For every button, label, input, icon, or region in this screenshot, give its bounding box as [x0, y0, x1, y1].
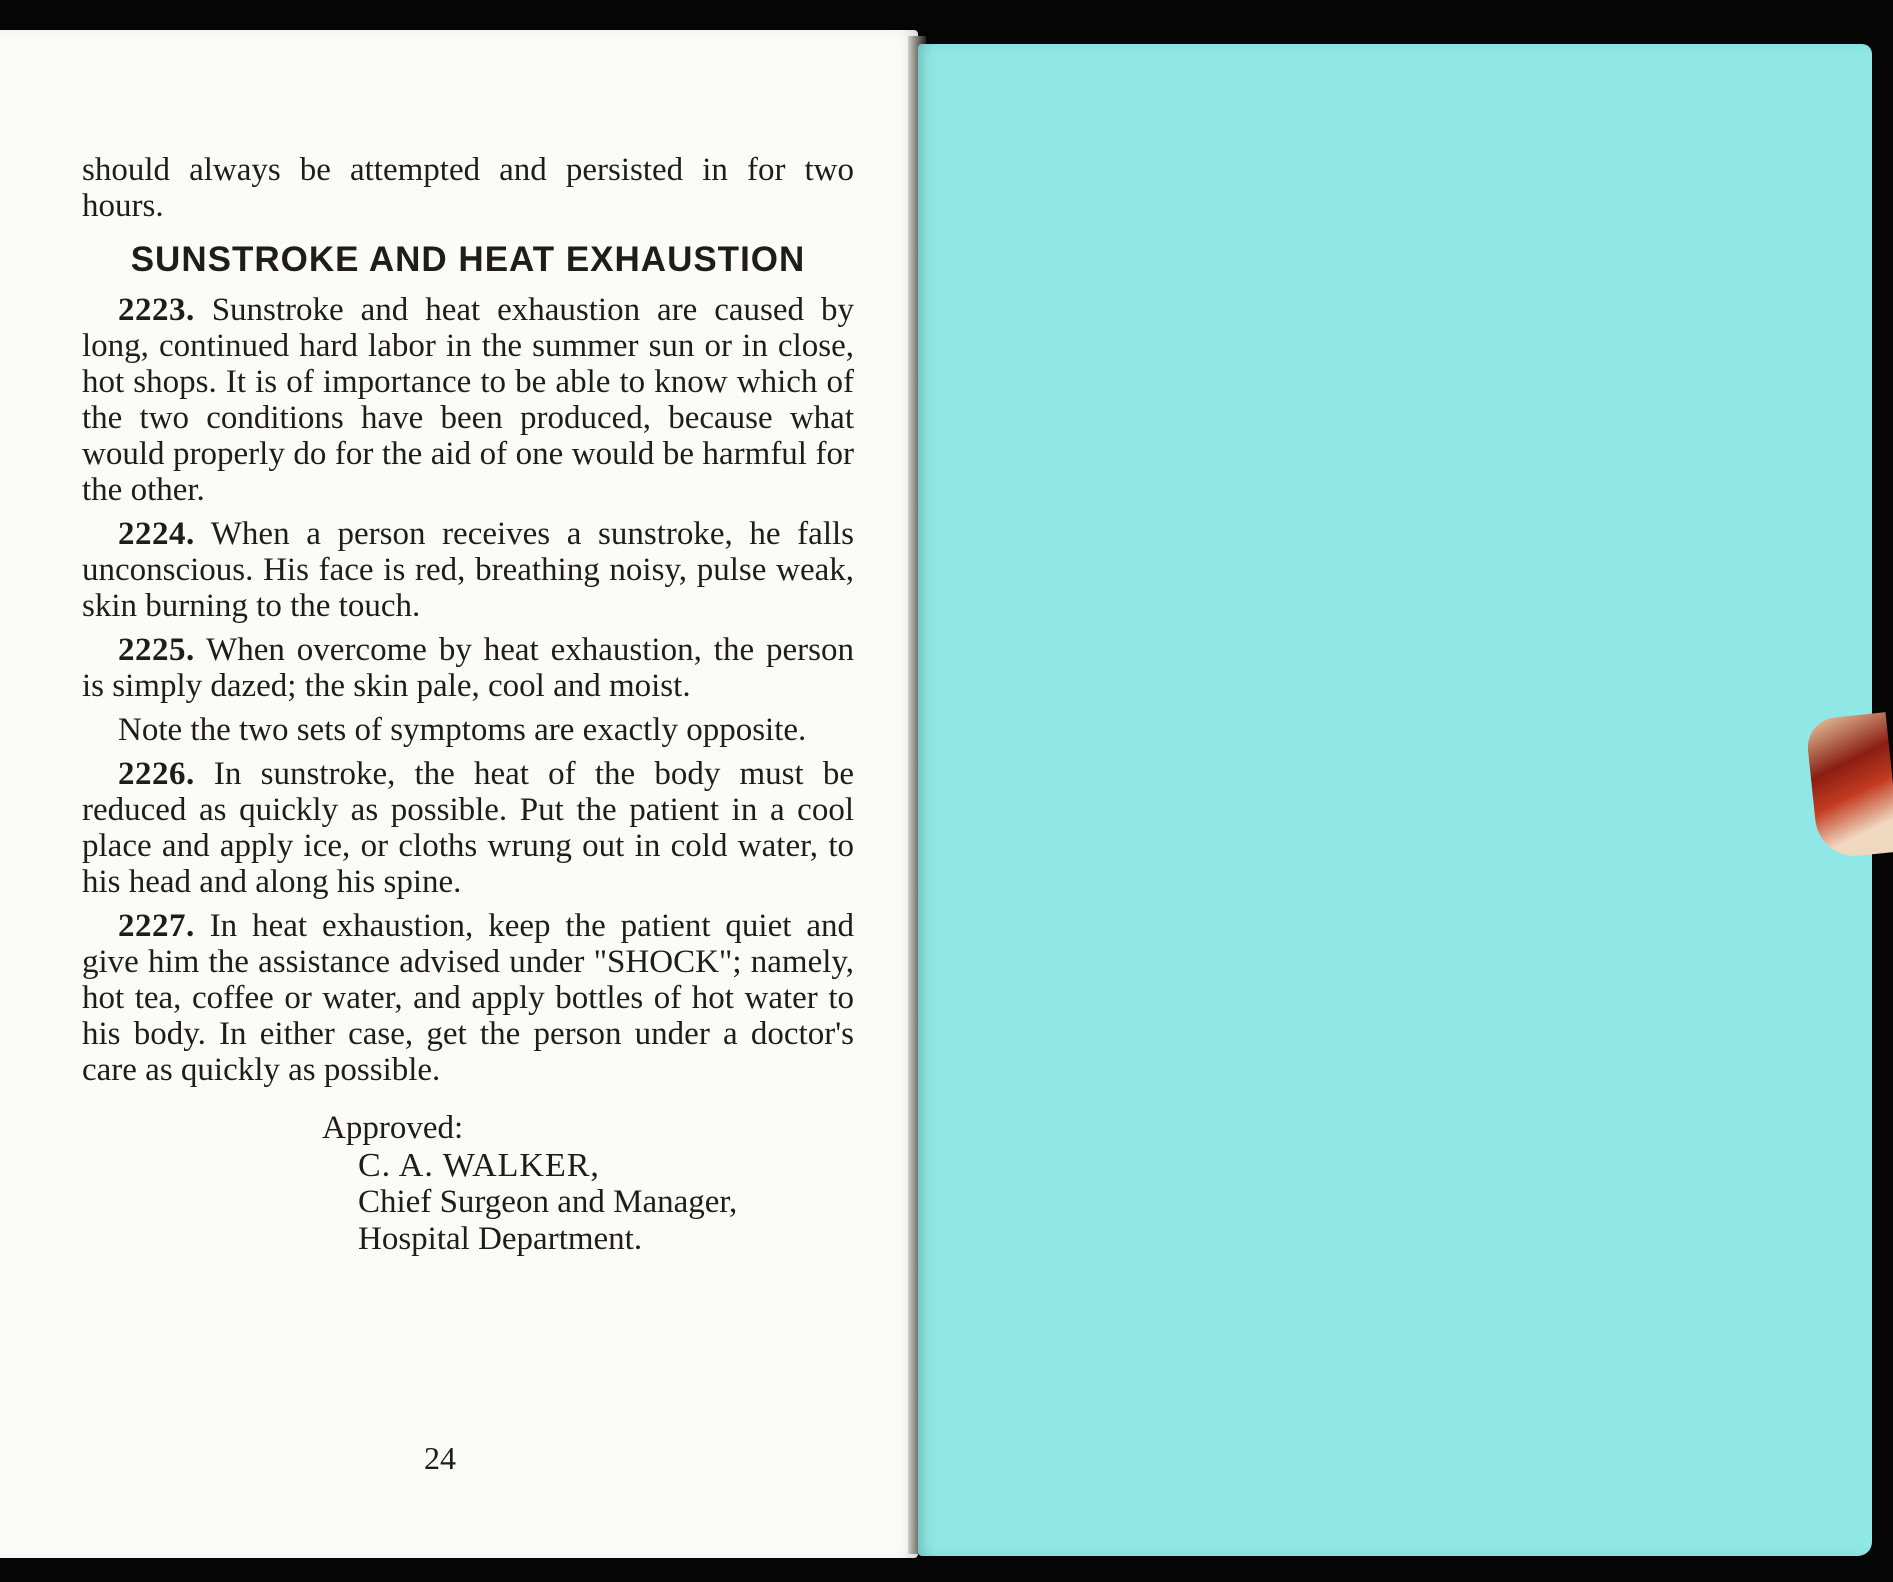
paragraph-body: In heat exhaustion, keep the patient quiet and give him the assistance advised under "SHOCK"; namely, hot tea, coffee or water, and apply bottles of hot water to his body. In either case, get the person under a doctor's care as quickly as possible.	[82, 908, 854, 1088]
signer-title: Chief Surgeon and Manager,	[358, 1184, 738, 1220]
paragraph-number: 2227.	[118, 908, 195, 944]
left-page-text	[82, 152, 854, 1258]
left-page	[0, 30, 918, 1558]
paragraph-body: Note the two sets of symptoms are exactly opposite.	[118, 712, 807, 748]
paragraph-number: 2223.	[118, 292, 195, 328]
paragraph-2225	[82, 632, 854, 704]
signer-name: C. A. WALKER,	[358, 1147, 600, 1184]
signer-department: Hospital Department.	[358, 1221, 643, 1257]
paragraph-note	[82, 712, 854, 748]
paragraph-body: When overcome by heat exhaustion, the person is simply dazed; the skin pale, cool and moist.	[82, 632, 854, 704]
paragraph-2227	[82, 908, 854, 1088]
paragraph-body: Sunstroke and heat exhaustion are caused by long, continued hard labor in the summer sun or in close, hot shops. It is of importance to be able to know which of the two conditions have been produced, because what would properly do for the aid of one would be harmful for the other.	[82, 292, 854, 508]
paragraph-2223	[82, 292, 854, 508]
paragraph-2224	[82, 516, 854, 624]
section-heading: SUNSTROKE AND HEAT EXHAUSTION	[130, 240, 806, 279]
continuation-text: should always be attempted and persisted in for two hours.	[82, 152, 854, 224]
paragraph-number: 2225.	[118, 632, 195, 668]
paragraph-2226	[82, 756, 854, 900]
paragraph-number: 2224.	[118, 516, 195, 552]
paragraph-number: 2226.	[118, 756, 195, 792]
approved-label: Approved:	[322, 1110, 464, 1146]
signature-block	[82, 1147, 854, 1258]
paragraph-body: In sunstroke, the heat of the body must be reduced as quickly as possible. Put the patient in a cool place and apply ice, or cloths wrung out in cold water, to his head and along his spine.	[82, 756, 854, 900]
page-number: 24	[424, 1440, 456, 1476]
paragraph-body: When a person receives a sunstroke, he falls unconscious. His face is red, breathing noisy, pulse weak, skin burning to the touch.	[82, 516, 854, 624]
right-blank-page	[918, 44, 1872, 1556]
